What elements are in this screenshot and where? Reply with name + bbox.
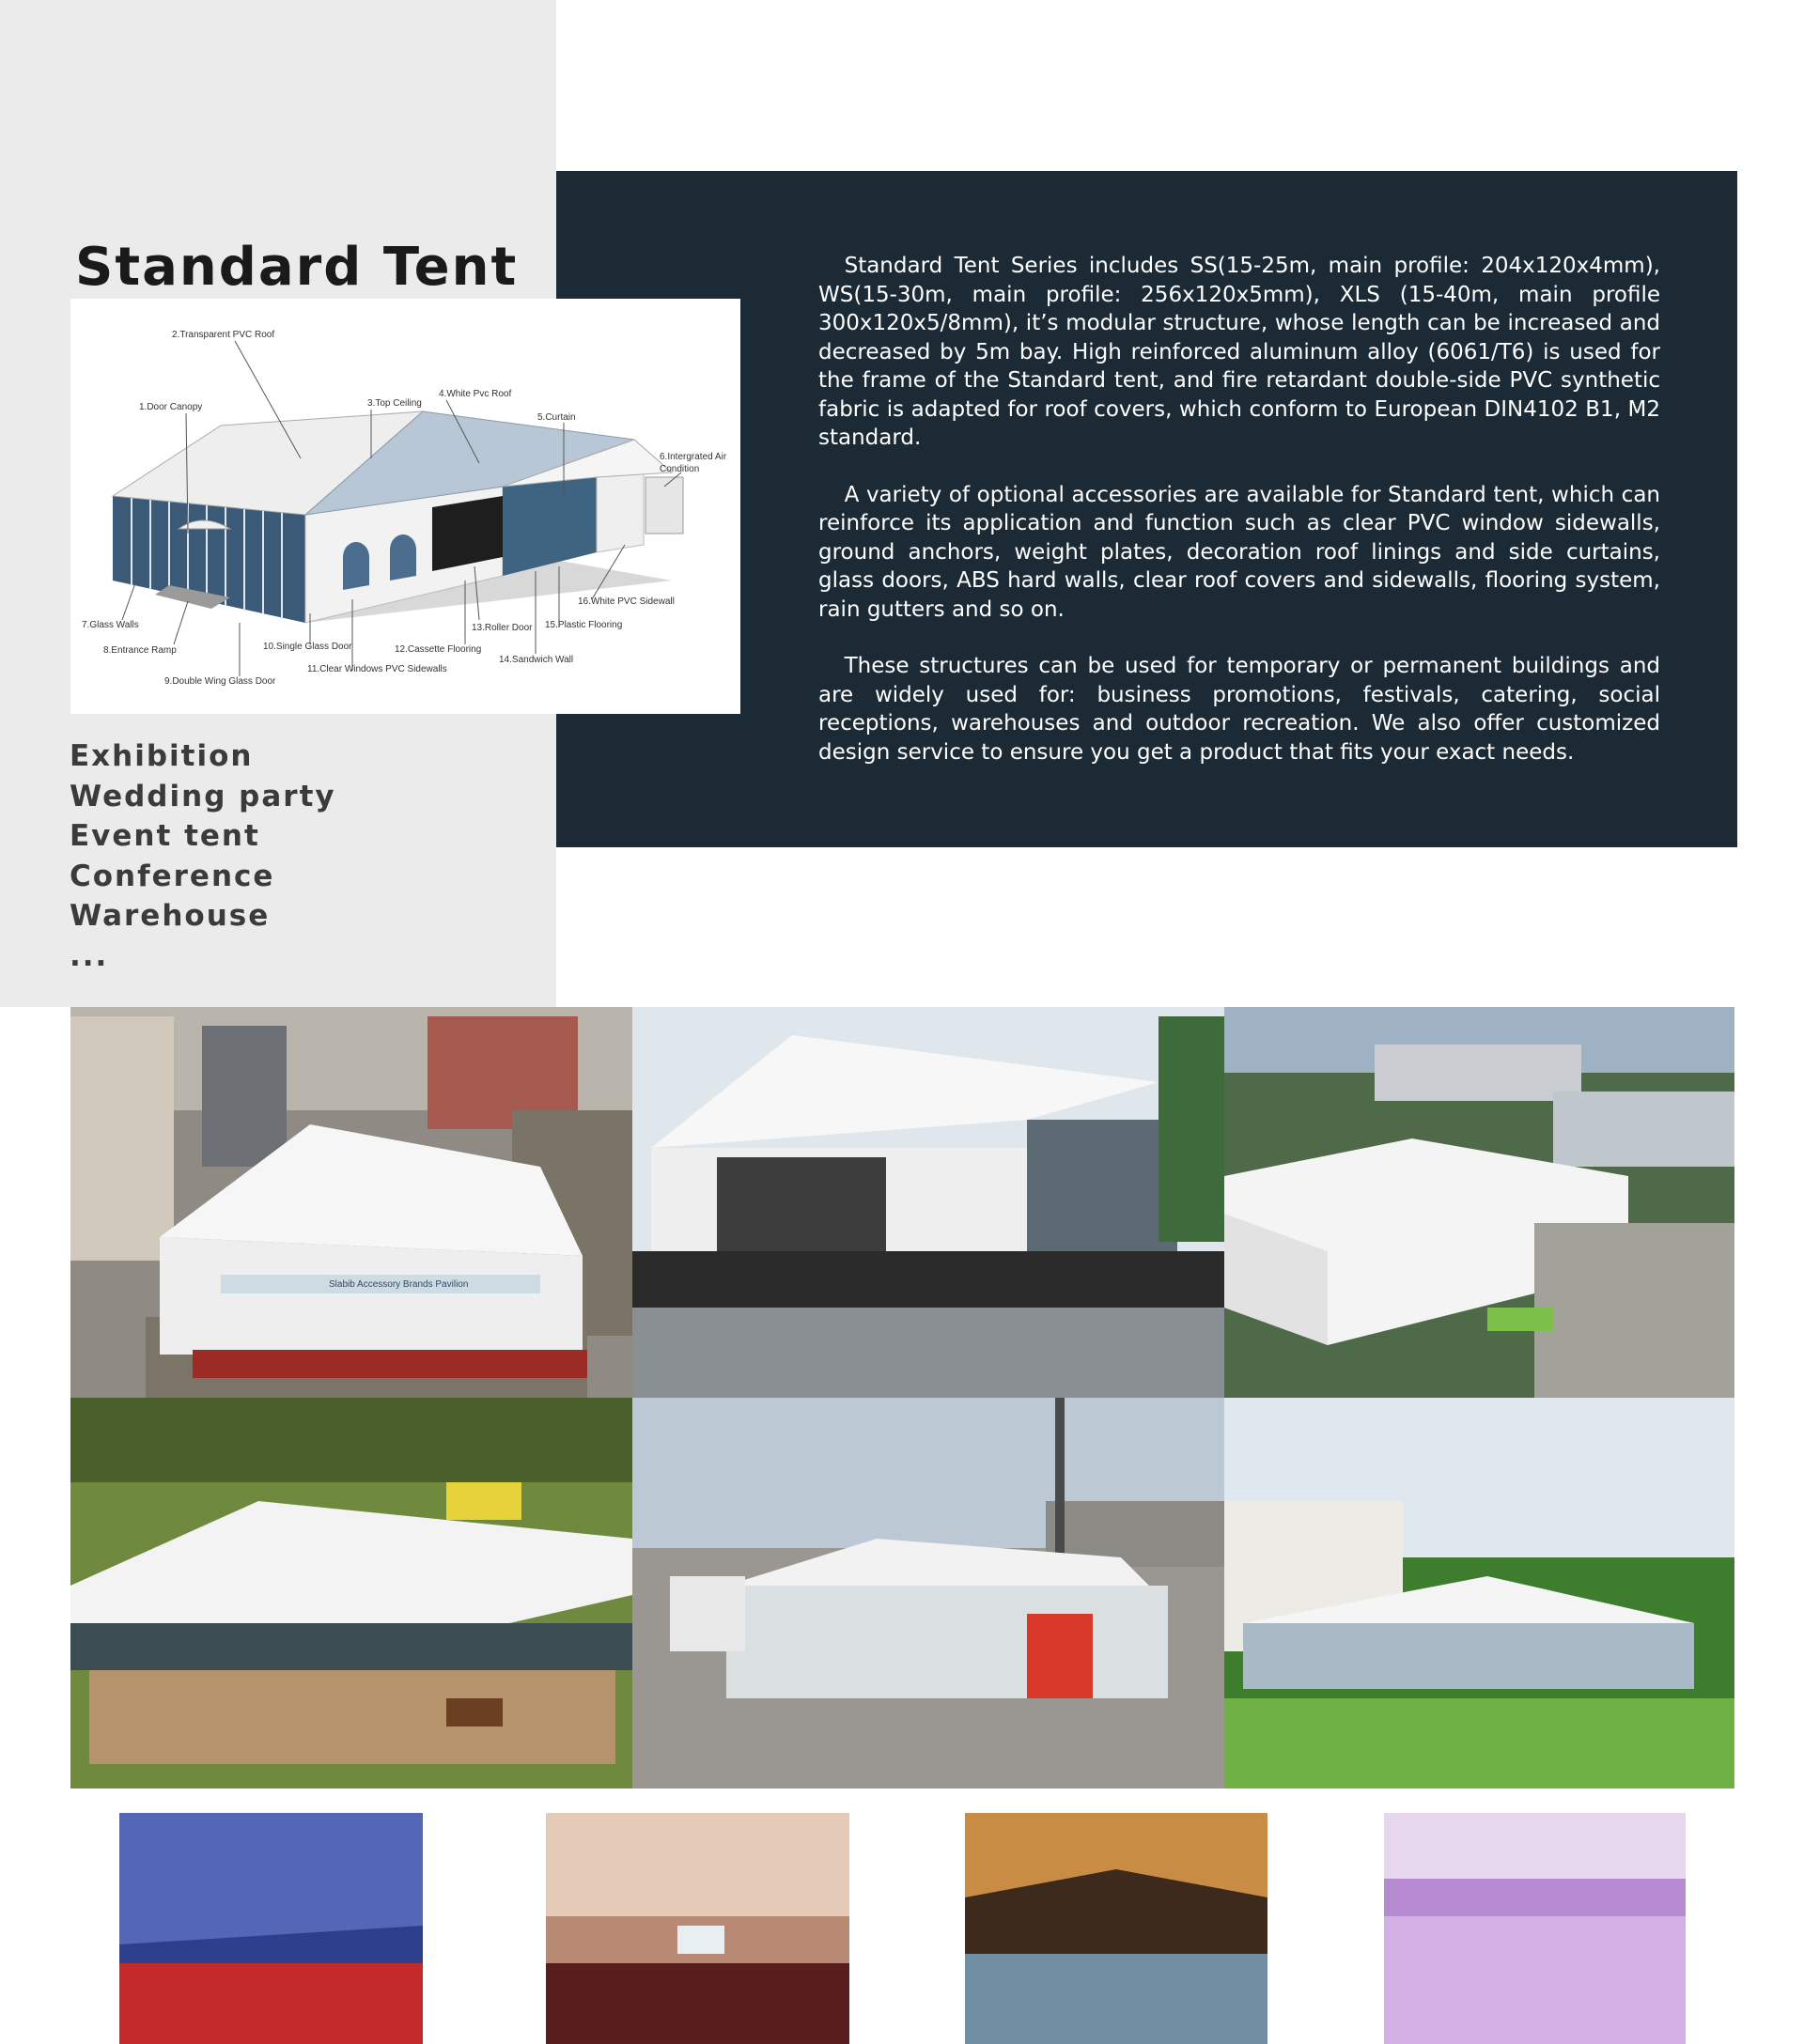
diagram-label: 6.Intergrated Air Condition (660, 452, 727, 474)
diagram-label: 7.Glass Walls (82, 620, 139, 630)
photo-interior-conference (546, 1813, 849, 2044)
diagram-label: 9.Double Wing Glass Door (164, 676, 276, 687)
page-title: Standard Tent (75, 237, 519, 298)
photo-interior-banquet-blue (119, 1813, 423, 2044)
photo-city-event-tent (632, 1398, 1224, 1788)
pavilion-sign-text: Slabib Accessory Brands Pavilion (329, 1279, 469, 1290)
diagram-label: 11.Clear Windows PVC Sidewalls (307, 664, 447, 674)
description-paragraph: A variety of optional accessories are available for Standard tent, which can reinforce its application and function such as clear PVC window sidewalls, ground anchors, weight plates, decoration roof linings and side curtains, glass doors, ABS hard walls, clear roof covers and sidewalls, flooring system, rain gutters and so on. (818, 482, 1660, 622)
description-paragraph: These structures can be used for temporary or permanent buildings and are widely used for: business promotions, festivals, catering, social receptions, warehouses and outdoor recreation. We also offer customized design service to ensure you get a product that fits your exact needs. (818, 654, 1660, 765)
photo-interior-lit-hall (965, 1813, 1267, 2044)
use-item: Warehouse (70, 899, 271, 933)
use-item: Exhibition (70, 739, 254, 773)
description-paragraph: Standard Tent Series includes SS(15-25m, main profile: 204x120x4mm), WS(15-30m, main profile: 256x120x5mm), XLS (15-40m, main profile 300x120x5/8mm), it’s modular structure, whose length can be increased and decreased by 5m bay. High reinforced aluminum alloy (6061/T6) is used for the frame of the Standard tent, and fire retardant double-side PVC synthetic fabric is adapted for roof covers, which conform to European DIN4102 B1, M2 standard. (818, 254, 1660, 450)
photo-interior-purple-banquet (1384, 1813, 1686, 2044)
use-item: ... (70, 938, 109, 973)
use-item: Conference (70, 859, 275, 893)
tent-diagram (70, 299, 740, 714)
diagram-label: 5.Curtain (537, 412, 576, 423)
use-item: Event tent (70, 819, 260, 853)
diagram-label: 10.Single Glass Door (263, 642, 352, 652)
diagram-label: 2.Transparent PVC Roof (172, 330, 275, 340)
diagram-label: 16.White PVC Sidewall (578, 596, 675, 607)
diagram-label: 14.Sandwich Wall (499, 655, 574, 665)
diagram-label: 3.Top Ceiling (367, 398, 422, 409)
diagram-label: 12.Cassette Flooring (395, 644, 482, 655)
photo-warehouse-tent (1224, 1007, 1734, 1398)
photo-lawn-party-tent (1224, 1398, 1734, 1788)
use-item: Wedding party (70, 779, 336, 813)
photo-wedding-garden-tent (70, 1398, 632, 1788)
description-text (818, 252, 1660, 795)
diagram-label: 1.Door Canopy (139, 402, 203, 412)
diagram-label: 8.Entrance Ramp (103, 645, 177, 656)
photo-event-stage (632, 1007, 1224, 1398)
diagram-label: 13.Roller Door (472, 623, 533, 633)
diagram-label: 15.Plastic Flooring (545, 620, 623, 630)
applications-list (70, 736, 336, 976)
diagram-label: 4.White Pvc Roof (439, 389, 512, 399)
photo-exhibition-pavilion (70, 1007, 632, 1398)
